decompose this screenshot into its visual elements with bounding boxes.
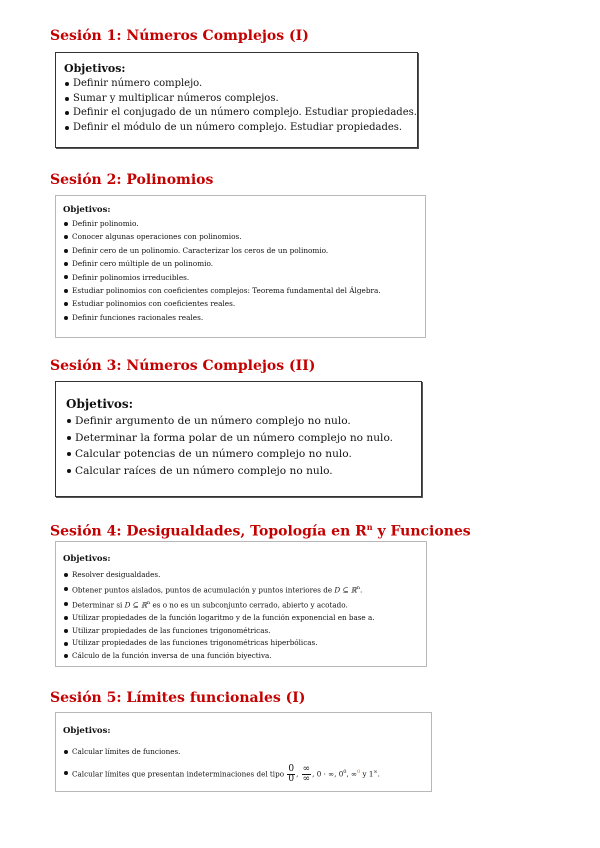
list-item: Determinar si D ⊆ ℝ$^n$ es o no es un subconjunto cerrado, abierto y acotado. (63, 597, 419, 612)
objectives-heading: Objetivos: (64, 62, 126, 75)
list-item: Cálculo de la función inversa de una función biyectiva. (63, 650, 419, 663)
list-item: Definir funciones racionales reales. (63, 311, 418, 324)
title-text: y Funciones (372, 523, 471, 540)
objectives-heading: Objetivos: (63, 726, 111, 736)
session-5-title: Sesión 5: Límites funcionales (I) (50, 690, 306, 706)
list-item: Definir cero de un polinomio. Caracterizar los ceros de un polinomio. (63, 244, 418, 257)
session-4-title (50, 522, 471, 540)
list-item: Utilizar propiedades de las funciones trigonométricas. (63, 625, 419, 638)
list-item: Resolver desigualdades. (63, 569, 419, 582)
session-2-title: Sesión 2: Polinomios (50, 172, 214, 188)
list-item: Calcular límites que presentan indeterminaciones del tipo $\frac{0}{0}$ , $\frac{\infty}{\infty}$ , 0 · ∞, $0^0$, ∞$^0$ y 1∞. (63, 759, 424, 787)
objectives-list (63, 569, 419, 663)
list-item: Definir polinomios irreducibles. (63, 271, 418, 284)
list-item: Calcular límites de funciones. (63, 745, 424, 759)
fraction-inf-over-inf: $\frac{\infty}{\infty}$ (302, 763, 311, 784)
objectives-list (64, 77, 417, 135)
objectives-list (63, 217, 418, 324)
list-item: Determinar la forma polar de un número complejo no nulo. (66, 430, 413, 447)
objectives-heading: Objetivos: (63, 554, 111, 564)
list-item: Definir argumento de un número complejo no nulo. (66, 413, 413, 430)
fraction-zero-over-zero: $\frac{0}{0}$ (288, 763, 295, 784)
list-item: Conocer algunas operaciones con polinomios. (63, 230, 418, 243)
title-superscript: n (366, 522, 373, 532)
list-item: Obtener puntos aislados, puntos de acumulación y puntos interiores de D ⊆ ℝ$^n$. (63, 582, 419, 597)
objectives-list (66, 413, 413, 479)
session-3-objectives-box (55, 381, 422, 497)
list-item: Definir polinomio. (63, 217, 418, 230)
list-item: Definir cero múltiple de un polinomio. (63, 257, 418, 270)
session-2-objectives-box (55, 195, 426, 338)
session-3-title: Sesión 3: Números Complejos (II) (50, 358, 316, 374)
list-item: Estudiar polinomios con coeficientes reales. (63, 297, 418, 310)
session-5-objectives-box (55, 712, 432, 792)
list-item: Sumar y multiplicar números complejos. (64, 92, 409, 107)
objectives-list (63, 745, 424, 787)
list-item: Calcular raíces de un número complejo no nulo. (66, 463, 413, 480)
math-set: D ⊆ ℝ (334, 585, 357, 595)
title-text: Sesión 4: Desigualdades, Topología en R (50, 523, 367, 540)
objectives-heading: Objetivos: (66, 397, 134, 411)
list-item: Definir número complejo. (64, 77, 409, 92)
session-1-objectives-box (55, 52, 418, 148)
math-set: D ⊆ ℝ (124, 600, 147, 610)
list-item: Definir el conjugado de un número complejo. Estudiar propiedades. (64, 106, 409, 121)
list-item: Calcular potencias de un número complejo no nulo. (66, 446, 413, 463)
list-item: Utilizar propiedades de las funciones trigonométricas hiperbólicas. (63, 637, 419, 650)
list-item: Definir el módulo de un número complejo. Estudiar propiedades. (64, 121, 409, 136)
list-item: Utilizar propiedades de la función logaritmo y de la función exponencial en base a. (63, 612, 419, 625)
objectives-heading: Objetivos: (63, 205, 111, 215)
session-1-title: Sesión 1: Números Complejos (I) (50, 28, 309, 44)
list-item: Estudiar polinomios con coeficientes complejos: Teorema fundamental del Álgebra. (63, 284, 418, 297)
session-4-objectives-box (55, 541, 427, 667)
